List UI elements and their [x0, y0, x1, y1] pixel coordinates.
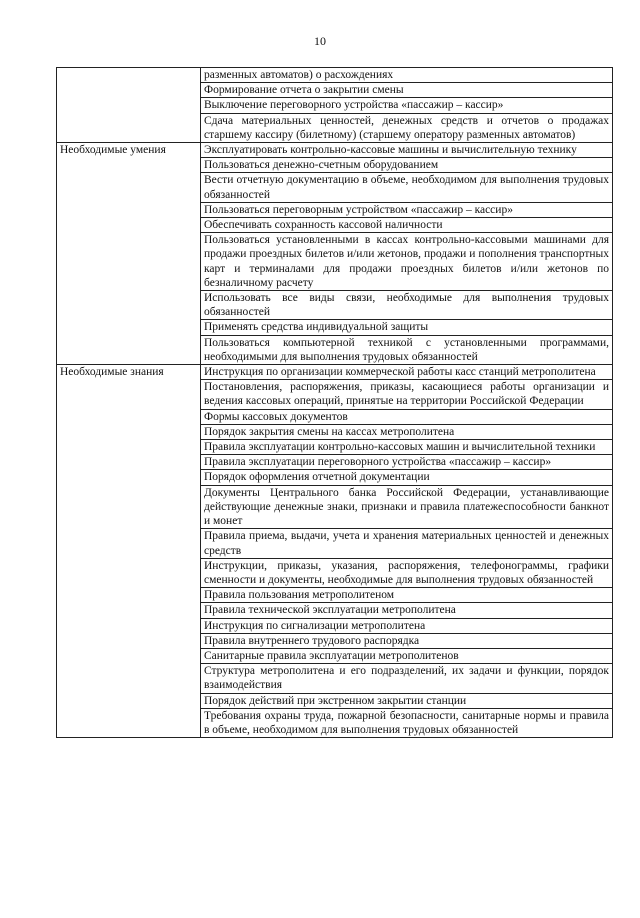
requirement-cell: Формирование отчета о закрытии смены	[201, 83, 613, 98]
requirement-cell: Порядок оформления отчетной документации	[201, 470, 613, 485]
requirement-cell: Инструкции, приказы, указания, распоряжения, телефонограммы, графики сменности и документы, необходимые для выполнения трудовых обязанностей	[201, 558, 613, 587]
requirement-cell: Обеспечивать сохранность кассовой наличности	[201, 218, 613, 233]
requirement-cell: Пользоваться установленными в кассах контрольно-кассовыми машинами для продажи проездных билетов и/или жетонов, продажи и пополнения транспортных карт и терминалами для продажи проездных билетов и/или жетонов по безналичному расчету	[201, 233, 613, 291]
requirement-cell: Пользоваться денежно-счетным оборудованием	[201, 158, 613, 173]
requirement-cell: Сдача материальных ценностей, денежных средств и отчетов о продажах старшему кассиру (билетному) (старшему оператору разменных автоматов)	[201, 113, 613, 142]
requirement-cell: Порядок закрытия смены на кассах метрополитена	[201, 424, 613, 439]
table-row	[57, 365, 613, 380]
section-title-cell	[57, 68, 201, 143]
section-title-cell: Необходимые знания	[57, 365, 201, 738]
requirement-cell: Правила приема, выдачи, учета и хранения материальных ценностей и денежных средств	[201, 529, 613, 558]
section-title-cell: Необходимые умения	[57, 143, 201, 365]
requirement-cell: Санитарные правила эксплуатации метрополитенов	[201, 648, 613, 663]
requirement-cell: Применять средства индивидуальной защиты	[201, 320, 613, 335]
requirement-cell: Постановления, распоряжения, приказы, касающиеся работы организации и ведения кассовых операций, принятые на территории Российской Федерации	[201, 380, 613, 409]
requirement-cell: Вести отчетную документацию в объеме, необходимом для выполнения трудовых обязанностей	[201, 173, 613, 202]
requirement-cell: Пользоваться переговорным устройством «пассажир – кассир»	[201, 202, 613, 217]
table-row	[57, 68, 613, 83]
requirement-cell: Документы Центрального банка Российской Федерации, устанавливающие действующие денежные знаки, признаки и правила платежеспособности банкнот и монет	[201, 485, 613, 529]
requirement-cell: разменных автоматов) о расхождениях	[201, 68, 613, 83]
requirement-cell: Пользоваться компьютерной техникой с установленными программами, необходимыми для выполнения трудовых обязанностей	[201, 335, 613, 364]
requirement-cell: Эксплуатировать контрольно-кассовые машины и вычислительную технику	[201, 143, 613, 158]
requirement-cell: Использовать все виды связи, необходимые для выполнения трудовых обязанностей	[201, 291, 613, 320]
requirements-table	[56, 67, 613, 738]
requirement-cell: Инструкция по организации коммерческой работы касс станций метрополитена	[201, 365, 613, 380]
requirement-cell: Правила эксплуатации контрольно-кассовых машин и вычислительной техники	[201, 440, 613, 455]
table-row	[57, 143, 613, 158]
requirement-cell: Правила пользования метрополитеном	[201, 588, 613, 603]
requirement-cell: Правила внутреннего трудового распорядка	[201, 633, 613, 648]
requirement-cell: Формы кассовых документов	[201, 409, 613, 424]
requirement-cell: Инструкция по сигнализации метрополитена	[201, 618, 613, 633]
requirement-cell: Структура метрополитена и его подразделений, их задачи и функции, порядок взаимодействия	[201, 664, 613, 693]
requirement-cell: Порядок действий при экстренном закрытии станции	[201, 693, 613, 708]
requirement-cell: Выключение переговорного устройства «пассажир – кассир»	[201, 98, 613, 113]
requirement-cell: Требования охраны труда, пожарной безопасности, санитарные нормы и правила в объеме, необходимом для выполнения трудовых обязанностей	[201, 708, 613, 737]
requirement-cell: Правила эксплуатации переговорного устройства «пассажир – кассир»	[201, 455, 613, 470]
requirement-cell: Правила технической эксплуатации метрополитена	[201, 603, 613, 618]
page-number: 10	[314, 34, 326, 48]
